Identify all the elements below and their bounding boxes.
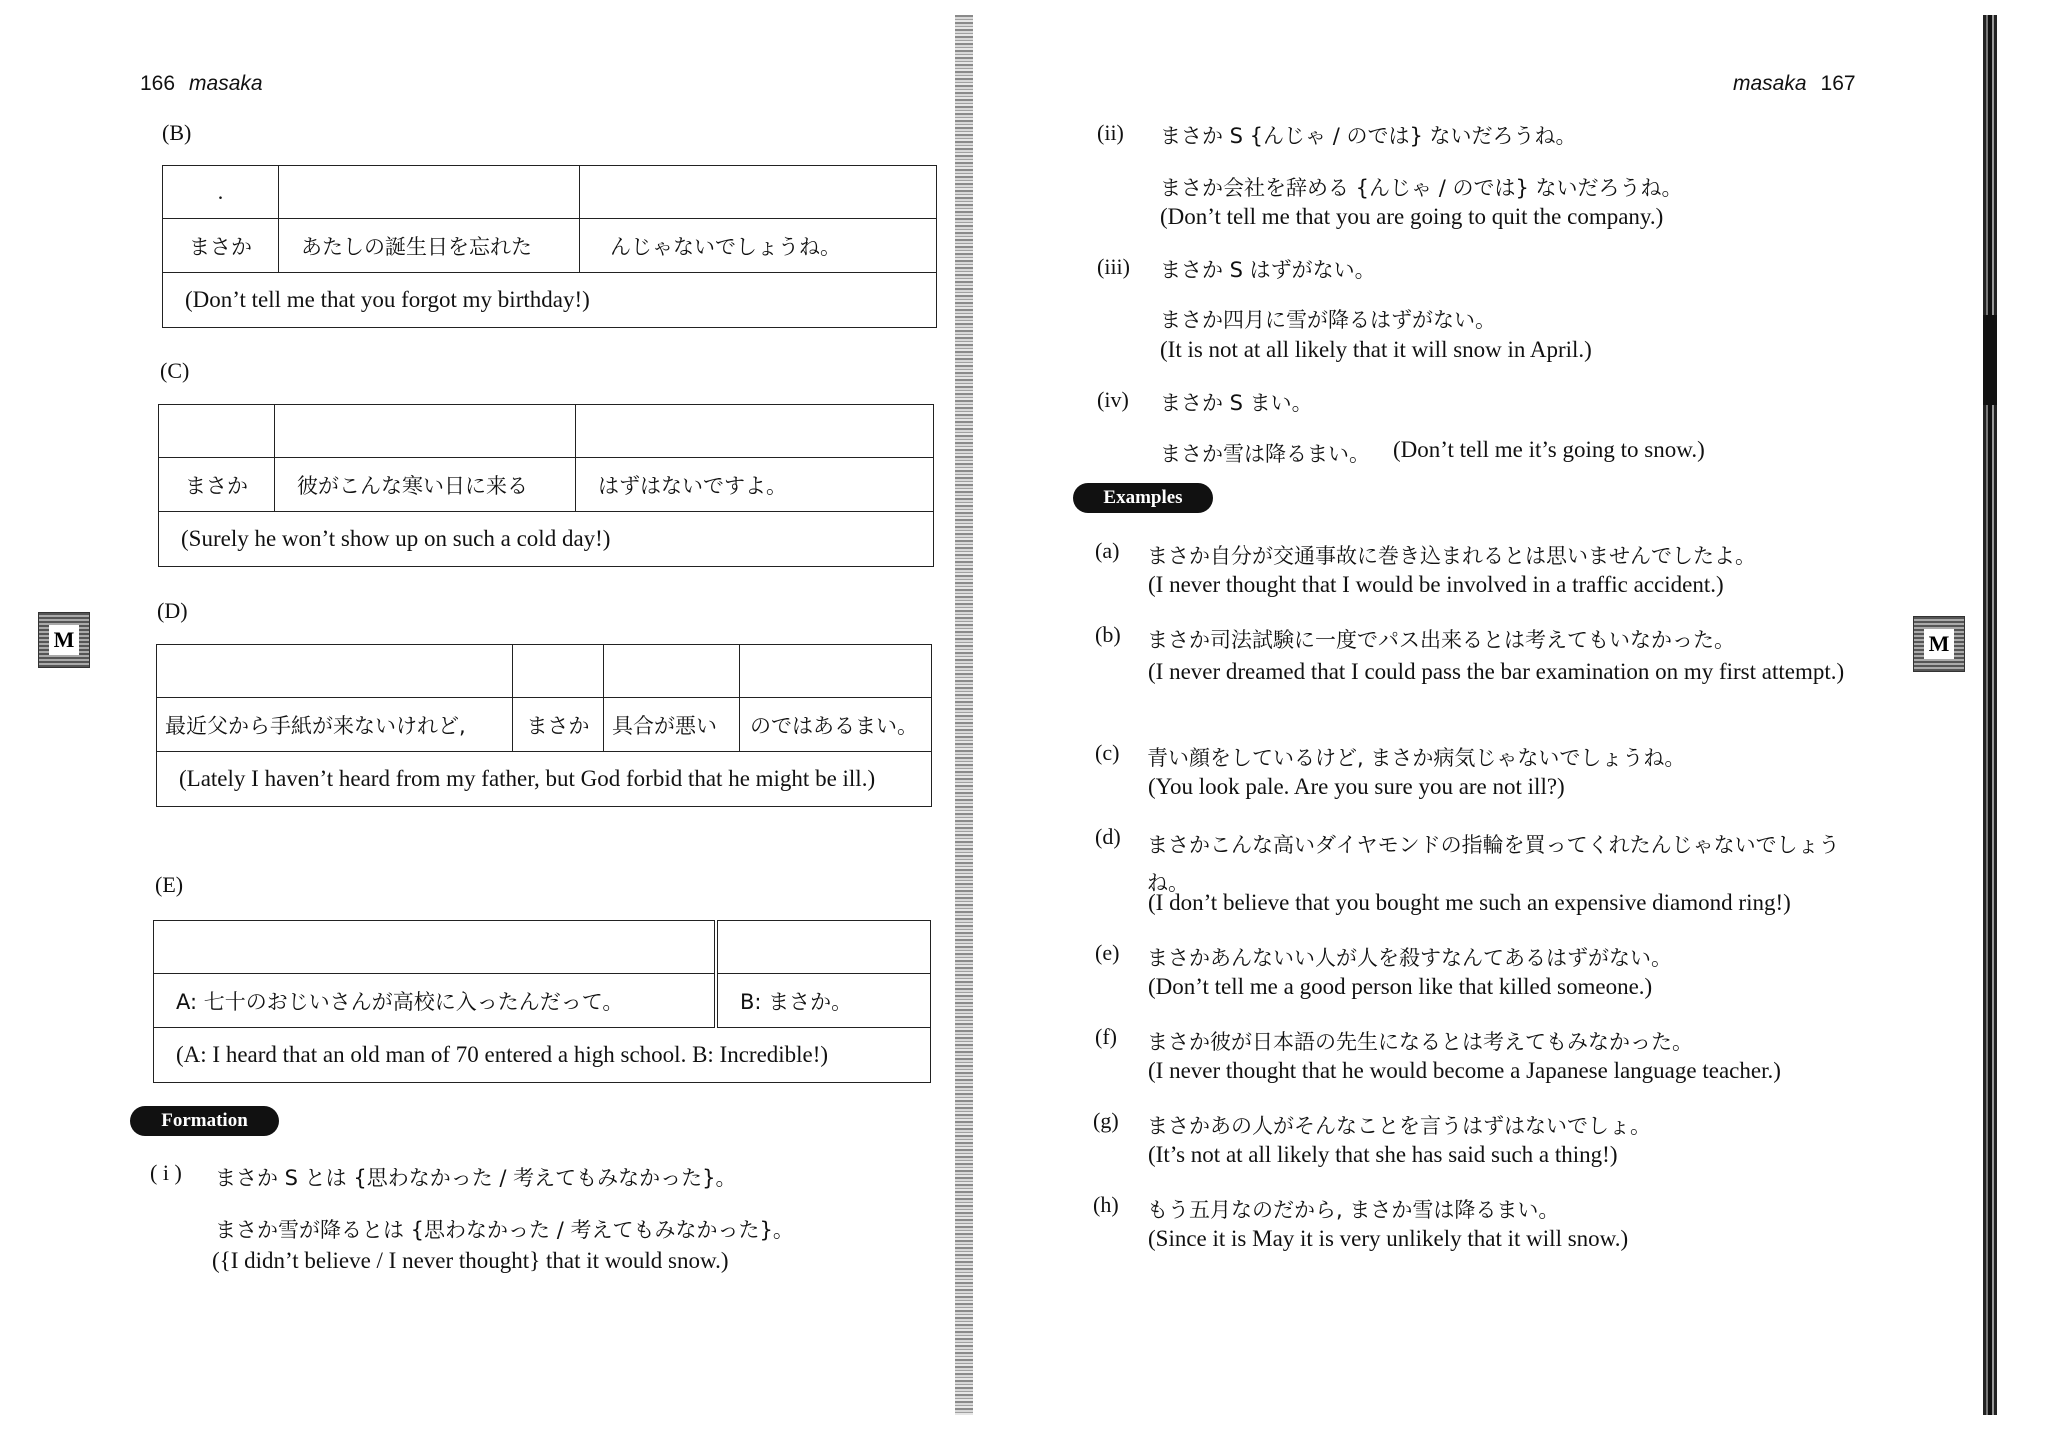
table-c-cell: 彼がこんな寒い日に来る (275, 458, 576, 512)
example-en: (I never thought that he would become a Japanese language teacher.) (1148, 1058, 1781, 1083)
example-jp: もう五月なのだから, まさか雪は降るまい。 (1147, 1198, 1560, 1222)
example-marker: (e) (1095, 940, 1120, 965)
example-jp: まさか彼が日本語の先生になるとは考えてもみなかった。 (1147, 1030, 1693, 1054)
example-jp: まさか司法試験に一度でパス出来るとは考えてもいなかった。 (1147, 628, 1735, 652)
table-b-dot: . (163, 166, 279, 219)
example-marker: (c) (1095, 740, 1120, 765)
table-b-translation: (Don’t tell me that you forgot my birthday!) (163, 273, 937, 328)
example-marker: (h) (1093, 1192, 1119, 1217)
example-jp: まさかこんな高いダイヤモンドの指輪を買ってくれたんじゃないでしょうね。 (1147, 833, 1840, 895)
example-en: (Don’t tell me a good person like that killed someone.) (1148, 974, 1653, 999)
formation-example: まさか四月に雪が降るはずがない。 (1160, 308, 1496, 332)
example-marker: (b) (1095, 622, 1121, 647)
table-b-cell: まさか (163, 219, 279, 273)
formation-marker: (iv) (1097, 387, 1129, 412)
example-marker: (f) (1095, 1024, 1117, 1049)
table-e-label: (E) (155, 872, 184, 897)
formation-heading: Formation (130, 1106, 279, 1136)
formation-example: まさか雪が降るとは {思わなかった / 考えてもみなかった}。 (215, 1218, 794, 1242)
formation-pattern: まさか S はずがない。 (1160, 258, 1376, 282)
formation-translation: (Don’t tell me that you are going to quit the company.) (1160, 204, 1664, 229)
table-d-cell: まさか (513, 698, 604, 752)
running-head-right (1733, 72, 1856, 96)
table-e-translation: (A: I heard that an old man of 70 entered a high school. B: Incredible!) (154, 1028, 931, 1083)
formation-translation: (It is not at all likely that it will snow in April.) (1160, 337, 1592, 362)
page-edge-right (1983, 15, 1997, 1415)
example-en: (I don’t believe that you bought me such an expensive diamond ring!) (1148, 890, 1791, 915)
formation-example: まさか会社を辞める {んじゃ / のでは} ないだろうね。 (1160, 176, 1683, 200)
page-number-left: 166 (140, 72, 176, 95)
example-jp: まさかあの人がそんなことを言うはずはないでしょ。 (1147, 1114, 1651, 1138)
thumb-index-letter: M (1924, 629, 1954, 659)
table-d-translation: (Lately I haven’t heard from my father, but God forbid that he might be ill.) (157, 752, 932, 807)
example-en: (I never thought that I would be involved in a traffic accident.) (1148, 572, 1724, 597)
example-en: (Since it is May it is very unlikely that it will snow.) (1148, 1226, 1629, 1251)
table-e-cell: B: まさか。 (716, 974, 931, 1028)
formation-translation: ({I didn’t believe / I never thought} that it would snow.) (212, 1248, 729, 1273)
example-en: (I never dreamed that I could pass the bar examination on my first attempt.) (1148, 659, 1845, 684)
formation-pattern: まさか S {んじゃ / のでは} ないだろうね。 (1160, 124, 1577, 148)
table-d-label: (D) (157, 598, 188, 623)
table-c-cell: まさか (159, 458, 275, 512)
table-b-cell: んじゃないでしょうね。 (580, 219, 937, 273)
formation-marker: ( i ) (150, 1160, 182, 1185)
table-c-translation: (Surely he won’t show up on such a cold day!) (159, 512, 934, 567)
formation-marker: (iii) (1097, 254, 1130, 279)
example-jp: まさか自分が交通事故に巻き込まれるとは思いませんでしたよ。 (1147, 544, 1756, 568)
example-marker: (g) (1093, 1108, 1119, 1133)
examples-heading: Examples (1073, 483, 1213, 513)
formation-pattern: まさか S とは {思わなかった / 考えてもみなかった}。 (215, 1166, 737, 1190)
table-e-cell: A: 七十のおじいさんが高校に入ったんだって。 (154, 974, 717, 1028)
example-en: (It’s not at all likely that she has said such a thing!) (1148, 1142, 1618, 1167)
thumb-index-letter: M (49, 625, 79, 655)
running-word-left: masaka (189, 72, 263, 95)
table-c-cell: はずはないですよ。 (576, 458, 934, 512)
formation-example: まさか雪は降るまい。 (1160, 442, 1370, 466)
page-number-right: 167 (1820, 72, 1856, 95)
example-jp: まさかあんないい人が人を殺すなんてあるはずがない。 (1147, 946, 1672, 970)
table-c-label: (C) (160, 358, 190, 383)
example-en: (You look pale. Are you sure you are not ill?) (1148, 774, 1565, 799)
thumb-index-tab-right (1913, 616, 1965, 672)
running-word-right: masaka (1733, 72, 1807, 95)
table-b-label: (B) (162, 120, 192, 145)
formation-marker: (ii) (1097, 120, 1124, 145)
table-d-cell: 具合が悪い (604, 698, 740, 752)
table-b-cell: あたしの誕生日を忘れた (279, 219, 580, 273)
example-marker: (d) (1095, 824, 1121, 849)
formation-pattern: まさか S まい。 (1160, 391, 1313, 415)
example-jp: 青い顔をしているけど, まさか病気じゃないでしょうね。 (1147, 746, 1686, 770)
table-d-cell: のではあるまい。 (740, 698, 932, 752)
formation-translation: (Don’t tell me it’s going to snow.) (1393, 437, 1705, 462)
table-d-cell: 最近父から手紙が来ないけれど, (157, 698, 513, 752)
example-marker: (a) (1095, 538, 1120, 563)
